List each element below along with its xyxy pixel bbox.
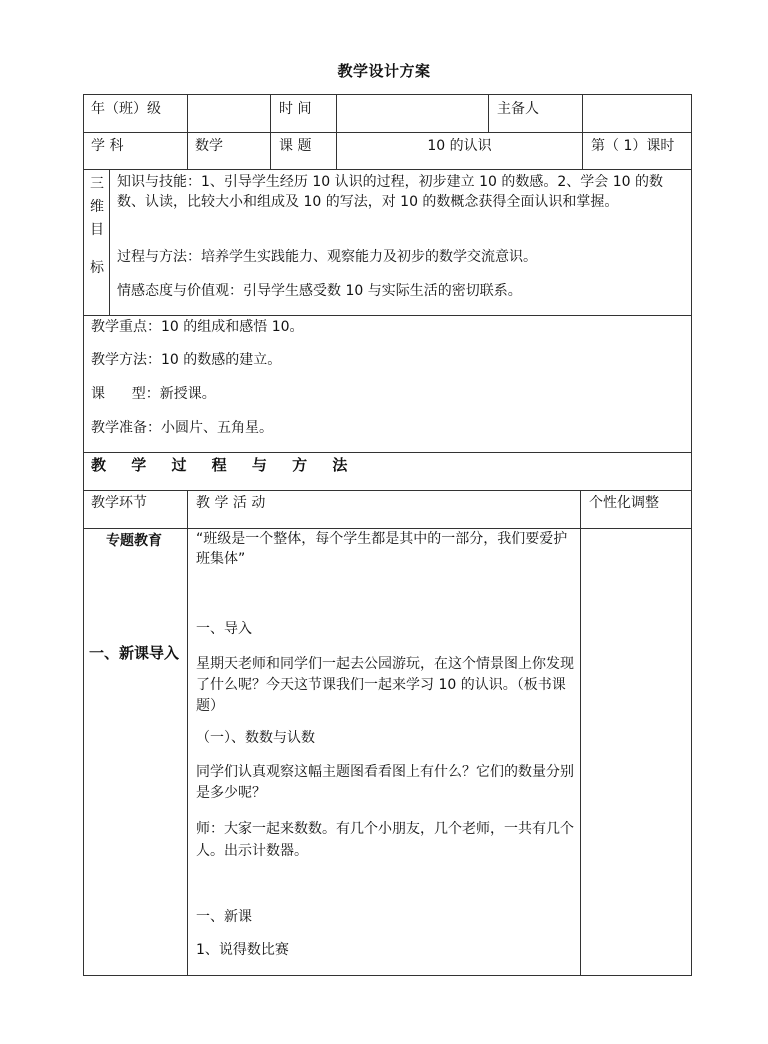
col-header-stage: 教学环节	[91, 495, 147, 511]
col-divider	[582, 94, 583, 170]
game-item: 1、说得数比赛	[196, 942, 289, 958]
preparer-label: 主备人	[497, 101, 539, 117]
goal-attitude: 情感态度与价值观：引导学生感受数 10 与实际生活的密切联系。	[117, 283, 522, 299]
goals-label-char: 三	[90, 176, 104, 192]
col-divider	[580, 490, 581, 976]
class-quote: “班级是一个整体，每个学生都是其中的一部分，我们要爱护班集体”	[196, 531, 568, 567]
teaching-preparation: 教学准备：小圆片、五角星。	[91, 420, 273, 436]
intro-heading: 一、导入	[196, 621, 252, 637]
goals-label-char: 维	[90, 199, 104, 215]
goal-process: 过程与方法：培养学生实践能力、观察能力及初步的数学交流意识。	[117, 249, 537, 265]
col-divider	[488, 94, 489, 132]
topic-label: 课 题	[279, 138, 312, 154]
grade-label: 年（班）级	[91, 101, 161, 117]
key-point: 教学重点：10 的组成和感悟 10。	[91, 319, 304, 335]
col-header-activity: 教 学 活 动	[196, 495, 266, 511]
period-label: 第（ 1）课时	[591, 138, 675, 154]
counting-subheading: （一）、数数与认数	[196, 730, 315, 746]
row-divider	[83, 169, 692, 170]
new-lesson-heading: 一、新课	[196, 909, 252, 925]
table-border-right	[691, 94, 692, 976]
teaching-method: 教学方法：10 的数感的建立。	[91, 352, 282, 368]
col-divider	[187, 94, 188, 170]
topic-value: 10 的认识	[427, 138, 492, 154]
lesson-type: 课 型：新授课。	[91, 386, 216, 402]
subject-value: 数学	[195, 138, 223, 154]
lesson-plan-table	[83, 94, 692, 976]
stage-topic-education: 专题教育	[106, 533, 162, 549]
intro-paragraph: 星期天老师和同学们一起去公园游玩，在这个情景图上你发现了什么呢？今天这节课我们一起来学习 10 的认识。（板书课题）	[196, 656, 574, 714]
table-border-bottom	[83, 975, 692, 976]
row-divider	[83, 132, 692, 133]
row-divider	[83, 452, 692, 453]
subject-label: 学 科	[91, 138, 124, 154]
row-divider	[83, 315, 692, 316]
table-border-top	[83, 94, 692, 95]
col-divider	[109, 169, 110, 316]
time-label: 时 间	[279, 101, 312, 117]
col-divider	[187, 490, 188, 976]
process-heading: 教 学 过 程 与 方 法	[91, 456, 358, 474]
col-divider	[336, 94, 337, 170]
goal-knowledge: 知识与技能：1、引导学生经历 10 认识的过程，初步建立 10 的数感。2、学会 10 的数数、认读，比较大小和组成及 10 的写法，对 10 的数概念获得全面认识和掌握。	[117, 174, 663, 210]
stage-new-lesson-intro: 一、新课导入	[89, 644, 180, 662]
goals-label-char: 标	[90, 260, 104, 276]
col-divider	[270, 94, 271, 170]
teacher-paragraph: 师：大家一起来数数。有几个小朋友，几个老师，一共有几个人。出示计数器。	[196, 821, 574, 859]
table-border-left	[83, 94, 84, 976]
col-header-adjust: 个性化调整	[589, 495, 659, 511]
row-divider	[83, 490, 692, 491]
observe-paragraph: 同学们认真观察这幅主题图看看图上有什么？它们的数量分别是多少呢？	[196, 764, 574, 801]
goals-label-char: 目	[90, 222, 104, 238]
document-title: 教学设计方案	[337, 62, 431, 80]
